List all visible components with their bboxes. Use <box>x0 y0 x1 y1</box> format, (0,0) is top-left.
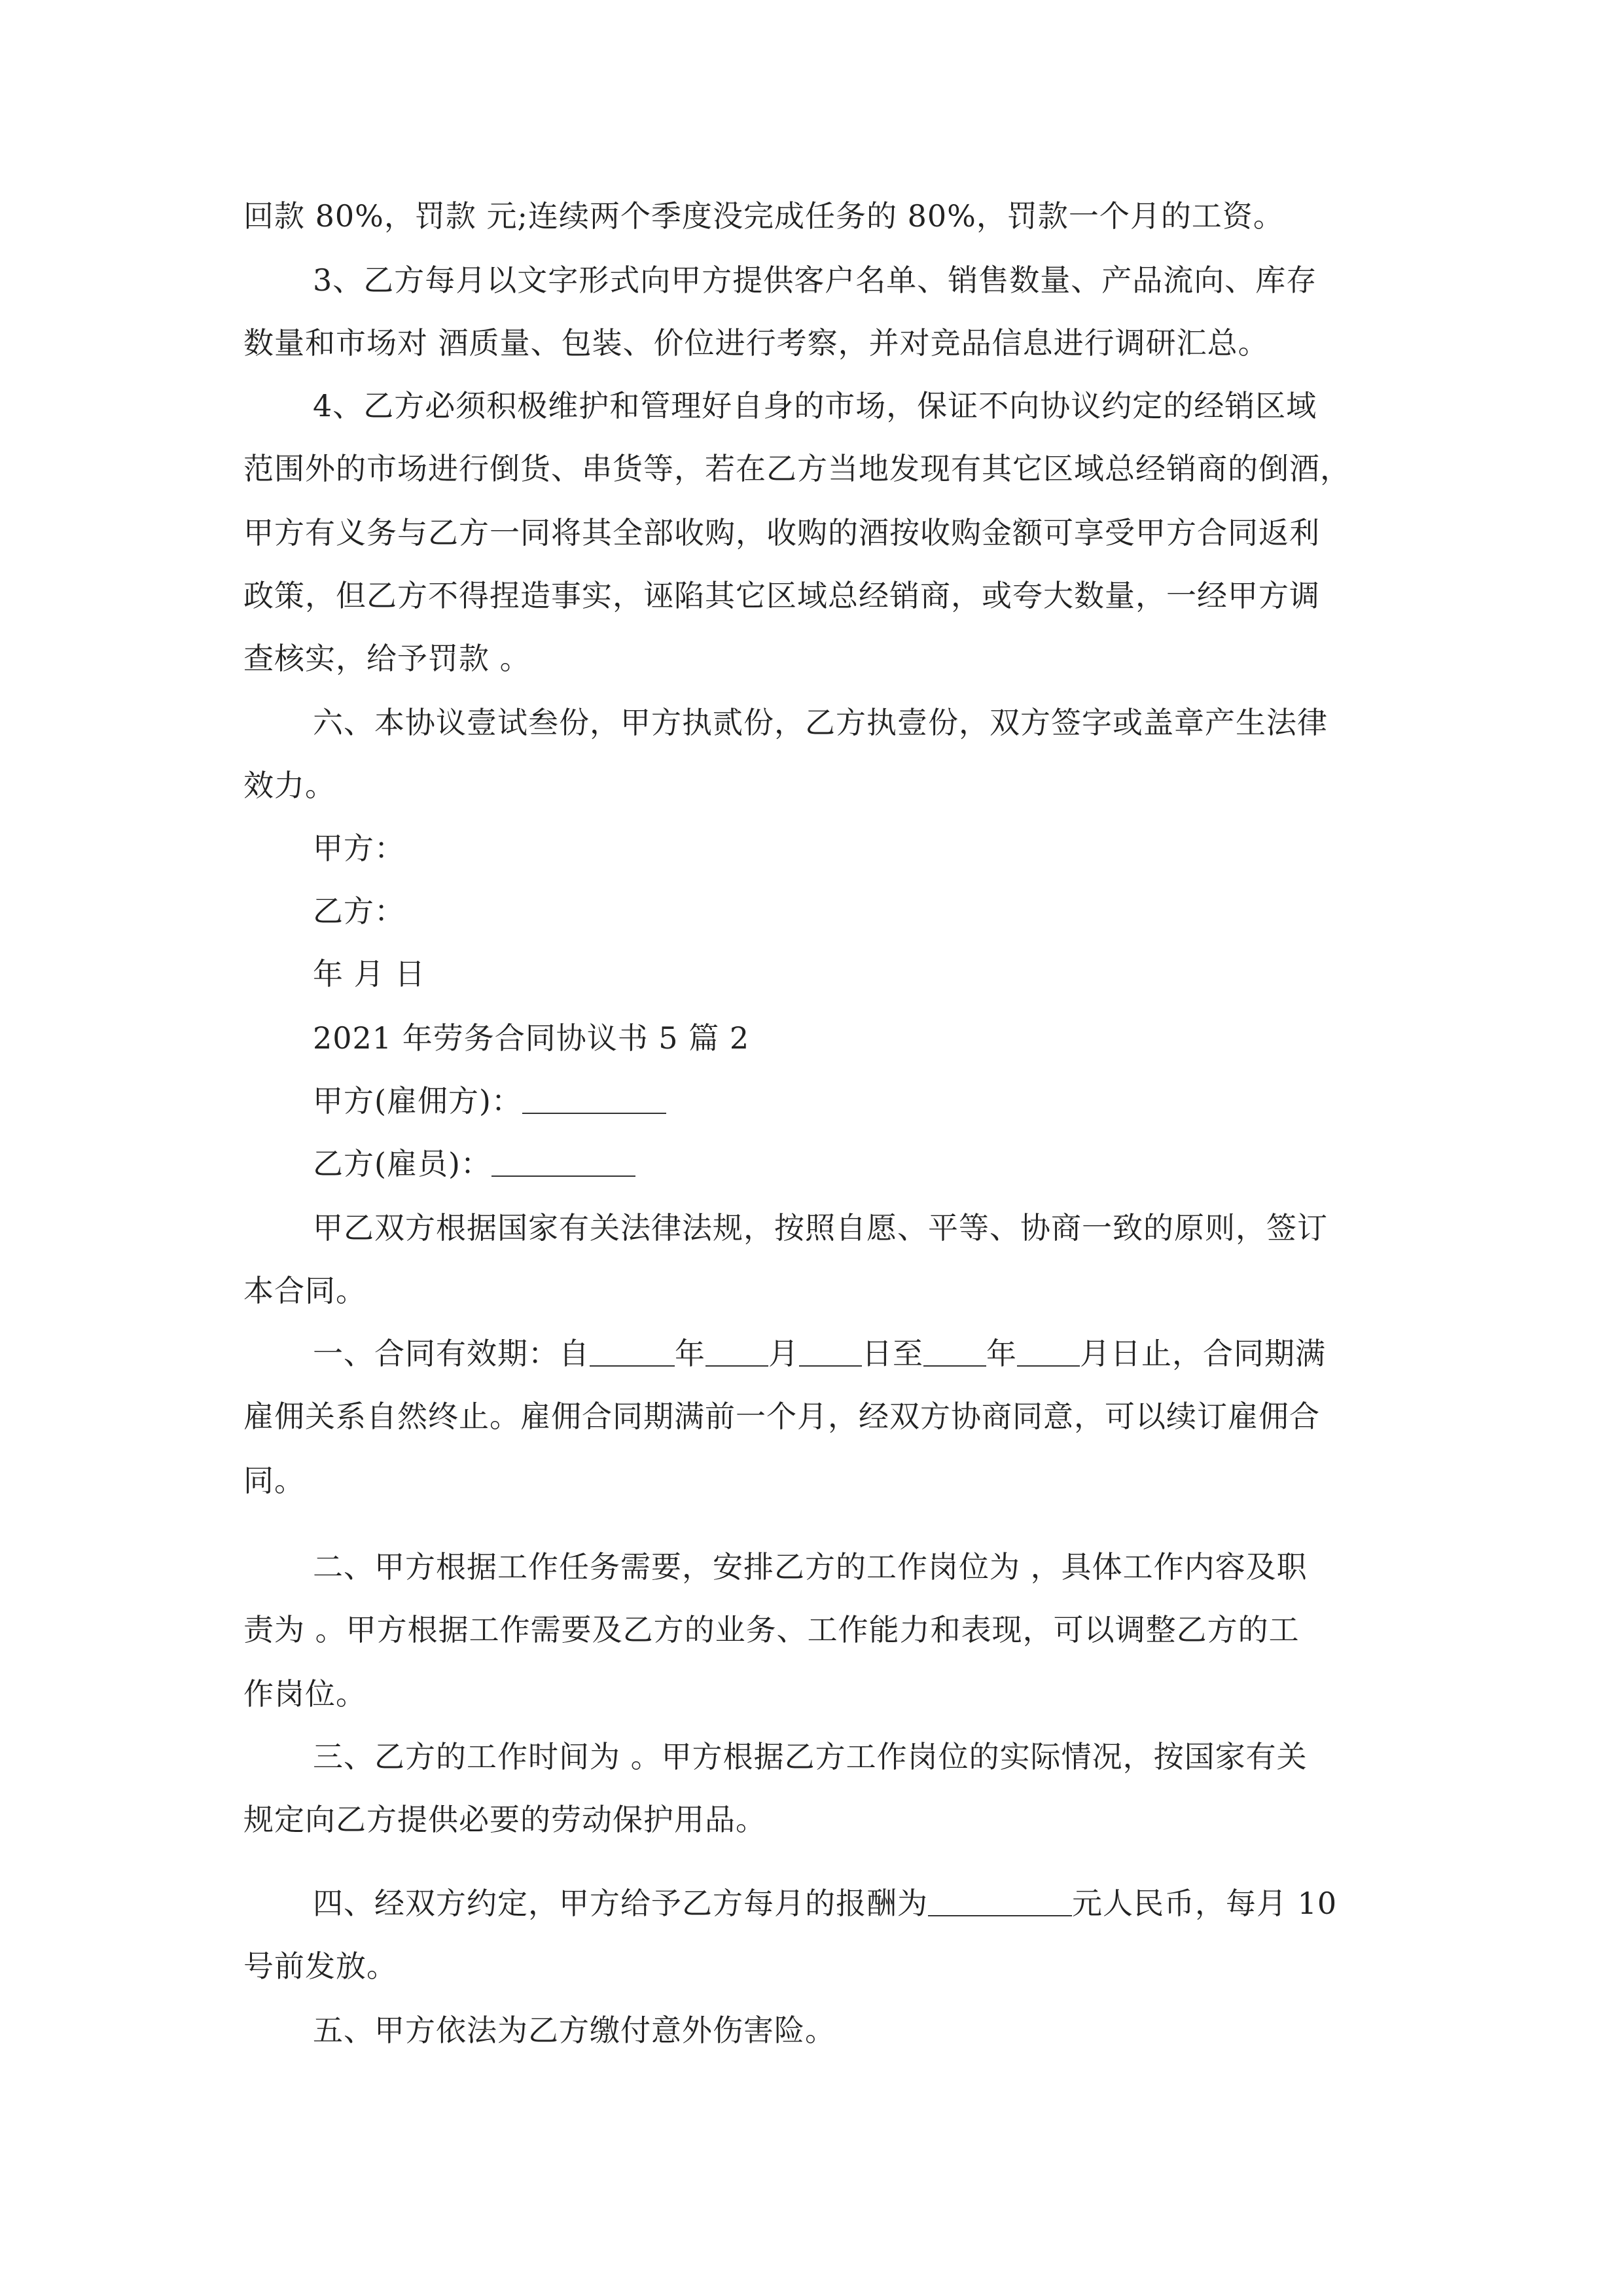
paragraph-line: 五、甲方依法为乙方缴付意外伤害险。 <box>313 2013 836 2048</box>
end-year-blank <box>923 1339 986 1367</box>
paragraph-line: 作岗位。 <box>243 1676 366 1712</box>
paragraph-line: 甲方有义务与乙方一同将其全部收购，收购的酒按收购金额可享受甲方合同返利 <box>243 515 1320 550</box>
paragraph-line: 范围外的市场进行倒货、串货等，若在乙方当地发现有其它区域总经销商的倒酒， <box>243 451 1351 486</box>
paragraph-line: 效力。 <box>243 768 336 803</box>
employee-label: 乙方(雇员)： <box>313 1146 491 1181</box>
employee-line <box>313 1144 635 1183</box>
day-to-text: 日至 <box>862 1336 923 1371</box>
paragraph-line: 三、乙方的工作时间为 。甲方根据乙方工作岗位的实际情况，按国家有关 <box>313 1739 1308 1774</box>
paragraph-line: 4、乙方必须积极维护和管理好自身的市场，保证不向协议约定的经销区域 <box>313 388 1317 423</box>
employer-line <box>313 1081 666 1121</box>
paragraph-line: 本合同。 <box>243 1273 366 1308</box>
month-text: 月 <box>768 1336 799 1371</box>
paragraph-line: 政策，但乙方不得捏造事实，诬陷其它区域总经销商，或夸大数量，一经甲方调 <box>243 578 1320 613</box>
paragraph-line: 二、甲方根据工作任务需要，安排乙方的工作岗位为 ，具体工作内容及职 <box>313 1549 1308 1585</box>
employer-blank <box>522 1086 666 1114</box>
section-title: 2021 年劳务合同协议书 5 篇 2 <box>313 1020 750 1056</box>
year-text-2: 年 <box>986 1336 1017 1371</box>
validity-line <box>313 1334 1326 1373</box>
start-year-blank <box>590 1339 675 1367</box>
paragraph-line: 责为 。甲方根据工作需要及乙方的业务、工作能力和表现，可以调整乙方的工 <box>243 1612 1300 1647</box>
paragraph-line: 3、乙方每月以文字形式向甲方提供客户名单、销售数量、产品流向、库存 <box>313 262 1317 298</box>
paragraph-line: 号前发放。 <box>243 1948 397 1984</box>
until-text: 月日止，合同期满 <box>1080 1336 1326 1371</box>
start-day-blank <box>799 1339 862 1367</box>
paragraph-line: 同。 <box>243 1463 305 1498</box>
paragraph-line: 回款 80%，罚款 元;连续两个季度没完成任务的 80%，罚款一个月的工资。 <box>243 198 1284 234</box>
salary-unit-text: 元人民币，每月 10 <box>1072 1886 1338 1921</box>
start-month-blank <box>705 1339 768 1367</box>
paragraph-line: 雇佣关系自然终止。雇佣合同期满前一个月，经双方协商同意，可以续订雇佣合 <box>243 1399 1320 1434</box>
salary-blank <box>928 1889 1072 1916</box>
paragraph-line: 六、本协议壹试叁份，甲方执贰份，乙方执壹份，双方签字或盖章产生法律 <box>313 705 1328 740</box>
paragraph-line: 查核实，给予罚款 。 <box>243 641 531 676</box>
year-text: 年 <box>675 1336 705 1371</box>
employee-blank <box>491 1149 635 1177</box>
end-month-blank <box>1017 1339 1080 1367</box>
salary-line <box>313 1884 1337 1923</box>
salary-label: 四、经双方约定，甲方给予乙方每月的报酬为 <box>313 1886 928 1921</box>
validity-label: 一、合同有效期：自 <box>313 1336 590 1371</box>
paragraph-line: 甲乙双方根据国家有关法律法规，按照自愿、平等、协商一致的原则，签订 <box>313 1210 1328 1246</box>
signature-date: 年 月 日 <box>313 956 426 992</box>
signature-party-b: 乙方： <box>313 893 405 929</box>
paragraph-line: 数量和市场对 酒质量、包装、价位进行考察，并对竞品信息进行调研汇总。 <box>243 325 1269 361</box>
employer-label: 甲方(雇佣方)： <box>313 1083 522 1119</box>
paragraph-line: 规定向乙方提供必要的劳动保护用品。 <box>243 1802 766 1837</box>
signature-party-a: 甲方： <box>313 831 405 866</box>
